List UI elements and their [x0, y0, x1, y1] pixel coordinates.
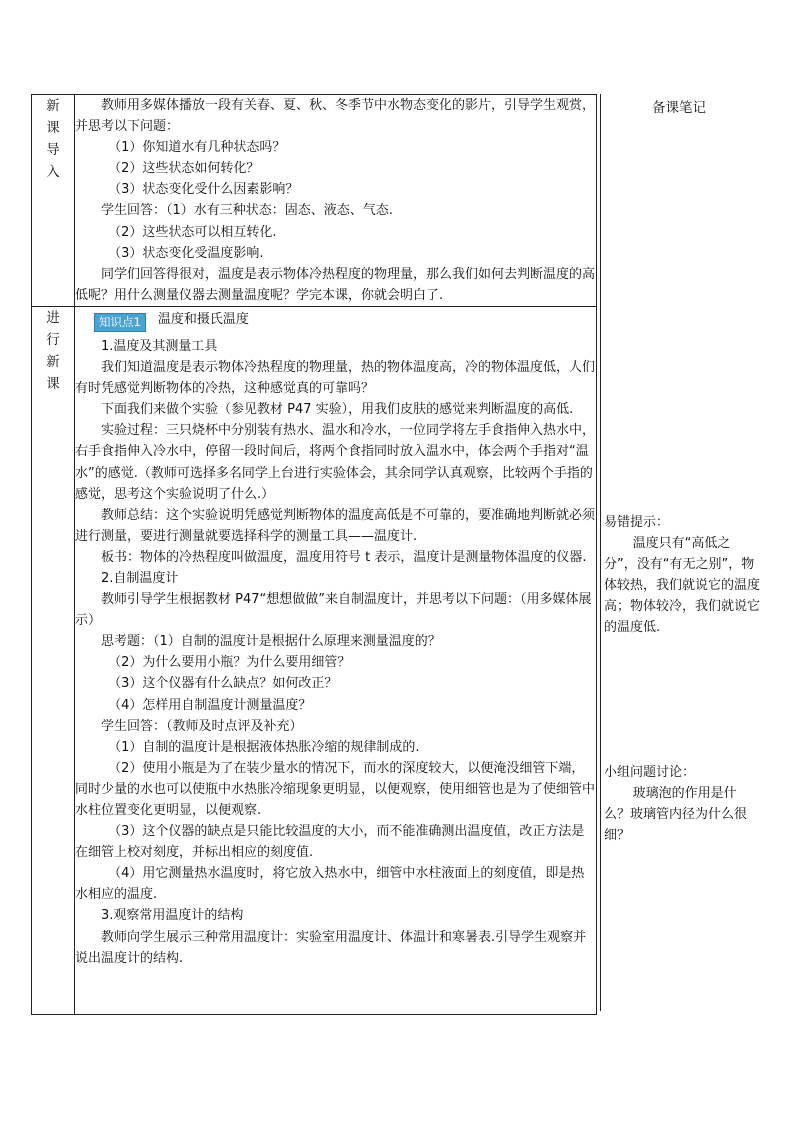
section-intro-content: [75, 95, 597, 307]
note-heading: 小组问题讨论：: [604, 765, 696, 780]
paragraph: 我们知道温度是表示物体冷热程度的物理量，热的物体温度高，冷的物体温度低，人们有时凭感觉判断物体的冷热，这种感觉真的可靠吗？: [75, 360, 596, 397]
paragraph: 同学们回答得很对，温度是表示物体冷热程度的物理量，那么我们如何去判断温度的高低呢？用什么测量仪器去测量温度呢？学完本课，你就会明白了.: [75, 266, 596, 303]
notes-title: 备课笔记: [652, 100, 706, 116]
paragraph: 思考题：（1）自制的温度计是根据什么原理来测量温度的？: [101, 634, 441, 650]
paragraph: 教师引导学生根据教材 P47“想想做做”来自制温度计，并思考以下问题：（用多媒体展示）: [75, 592, 592, 629]
label-char: 导: [46, 142, 60, 158]
knowledge-point-badge: 知识点1: [94, 313, 146, 332]
paragraph: 教师用多媒体播放一段有关春、夏、秋、冬季节中水物态变化的影片，引导学生观赏，并思考以下问题：: [75, 98, 596, 135]
error-tip-note: [604, 512, 760, 639]
section-new-lesson-content: [75, 306, 597, 1014]
paragraph: （1）自制的温度计是根据液体热胀冷缩的规律制成的.: [108, 739, 420, 755]
paragraph: 学生回答：（1）水有三种状态：固态、液态、气态.: [101, 203, 393, 219]
note-text: 温度只有“高低之: [632, 536, 731, 552]
label-char: 行: [46, 331, 60, 348]
label-char: 新: [46, 98, 60, 114]
note-text: 分”，没有“有无之别”，物体较热，我们就说它的温度高；物体较冷，我们就说它的温度低.: [604, 557, 761, 636]
paragraph: 学生回答：（教师及时点评及补充）: [101, 718, 303, 734]
paragraph: （2）为什么要用小瓶？为什么要用细管？: [108, 655, 351, 671]
paragraph: （2）这些状态可以相互转化.: [108, 224, 277, 240]
note-heading: 易错提示：: [604, 515, 670, 530]
subheading: 3.观察常用温度计的结构: [101, 908, 244, 924]
label-char: 课: [46, 375, 60, 392]
paragraph: （2）使用小瓶是为了在装少量水的情况下，而水的深度较大，以便淹没细管下端，同时少量的水也可以使瓶中水热胀冷缩现象更明显，以便观察，使用细管也是为了使细管中水柱位置变化更明显，以便观察.: [75, 760, 596, 818]
section-new-lesson-label: [32, 306, 75, 1014]
section-intro-label: [32, 95, 75, 307]
group-discussion-note: [604, 762, 760, 846]
paragraph: （4）怎样用自制温度计测量温度？: [108, 697, 312, 713]
section-intro-row: [32, 95, 597, 307]
paragraph: （3）这个仪器的缺点是只能比较温度的大小，而不能准确测出温度值，改正方法是在细管上校对刻度，并标出相应的刻度值.: [75, 824, 585, 861]
label-char: 进: [46, 309, 60, 326]
paragraph: 板书：物体的冷热程度叫做温度，温度用符号 t 表示，温度计是测量物体温度的仪器.: [101, 549, 587, 565]
paragraph: （3）状态变化受温度影响.: [108, 245, 264, 261]
label-char: 入: [46, 164, 60, 180]
section-new-lesson-row: [32, 306, 597, 1014]
lesson-table: [31, 94, 597, 1015]
subheading: 1.温度及其测量工具: [101, 338, 218, 354]
knowledge-point-title: 温度和摄氏温度: [157, 311, 249, 327]
note-text: 玻璃泡的作用是什么？玻璃管内径为什么很细？: [604, 786, 748, 844]
paragraph: （3）这个仪器有什么缺点？如何改正？: [108, 676, 338, 692]
paragraph: （2）这些状态如何转化？: [108, 161, 260, 177]
paragraph: （1）你知道水有几种状态吗？: [108, 140, 286, 156]
paragraph: （4）用它测量热水温度时，将它放入热水中，细管中水柱液面上的刻度值，即是热水相应的温度.: [75, 866, 585, 903]
paragraph: 实验过程：三只烧杯中分别装有热水、温水和冷水，一位同学将左手食指伸入热水中，右手食指伸入冷水中，停留一段时间后，将两个食指同时放入温水中，体会两个手指对“温水”的感觉.（教师可选择多名同学上台进行实验体会，其余同学认真观察，比较两个手指的感觉，思考这个实验说明了什么.）: [75, 423, 596, 502]
label-char: 课: [46, 120, 60, 136]
paragraph: 教师向学生展示三种常用温度计：实验室用温度计、体温计和寒暑表.引导学生观察并说出温度计的结构.: [75, 929, 587, 966]
paragraph: 教师总结：这个实验说明凭感觉判断物体的温度高低是不可靠的，要准确地判断就必须进行测量，要进行测量就要选择科学的测量工具——温度计.: [75, 507, 596, 544]
subheading: 2.自制温度计: [101, 570, 179, 586]
paragraph: 下面我们来做个实验（参见教材 P47 实验），用我们皮肤的感觉来判断温度的高低.: [101, 402, 574, 418]
paragraph: （3）状态变化受什么因素影响？: [108, 182, 299, 198]
knowledge-point-header: [68, 307, 596, 332]
label-char: 新: [46, 353, 60, 370]
